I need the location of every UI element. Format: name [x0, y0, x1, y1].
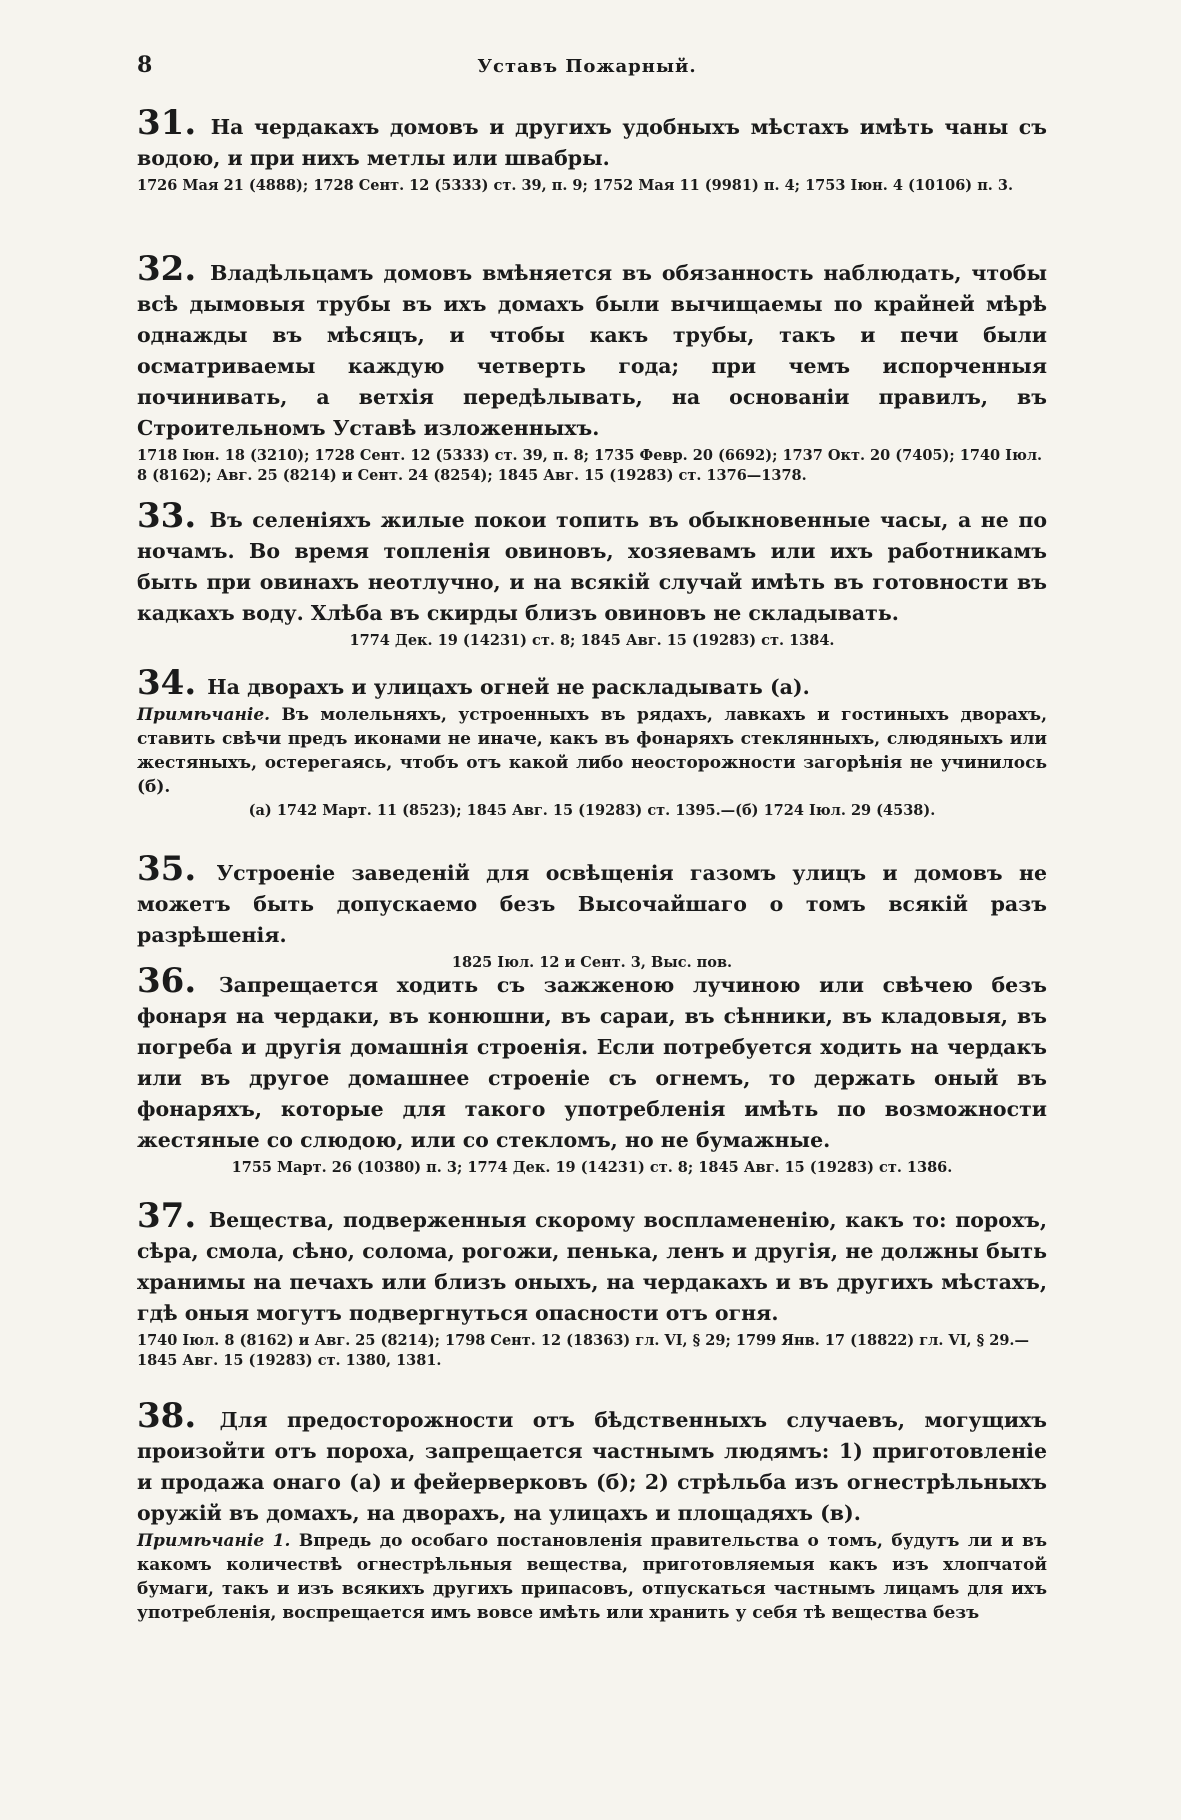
- article-text: На чердакахъ домовъ и другихъ удобныхъ мѣстахъ имѣть чаны съ водою, и при нихъ метлы или швабры.: [137, 115, 1048, 170]
- article-number: 37.: [137, 1196, 197, 1236]
- article-body: [137, 1196, 1048, 1329]
- article-text: Для предосторожности отъ бѣдственныхъ случаевъ, могущихъ произойти отъ пороха, запрещается частнымъ людямъ: 1) приготовленіе и продажа онаго (а) и фейерверковъ (б); 2) стрѣльба изъ огнестрѣльныхъ оружій въ домахъ, на дворахъ, на улицахъ и площадяхъ (в).: [137, 1408, 1048, 1525]
- article-citation: 1740 Іюл. 8 (8162) и Авг. 25 (8214); 1798 Сент. 12 (18363) гл. VI, § 29; 1799 Янв. 17 (18822) гл. VI, § 29.—1845 Авг. 15 (19283) ст. 1380, 1381.: [137, 1332, 1029, 1369]
- article-number: 38.: [137, 1396, 197, 1436]
- article-text: Въ селеніяхъ жилые покои топить въ обыкновенные часы, а не по ночамъ. Во время топленія овиновъ, хозяевамъ или ихъ работникамъ быть при овинахъ неотлучно, и на всякій случай имѣть въ готовности въ кадкахъ воду. Хлѣба въ скирды близъ овиновъ не складывать.: [137, 508, 1047, 625]
- running-title: Уставъ Пожарный.: [477, 56, 697, 77]
- article-34: [137, 663, 1047, 821]
- note-label: Примѣчаніе 1.: [137, 1531, 291, 1551]
- page-number: 8: [137, 52, 153, 78]
- article-text: Запрещается ходить съ зажженою лучиною или свѣчею безъ фонаря на чердаки, въ конюшни, въ сараи, въ сѣнники, въ кладовыя, въ погреба и другія домашнія строенія. Если потребуется ходить на чердакъ или въ другое домашнее строеніе съ огнемъ, то держать оный въ фонаряхъ, которые для такого употребленія имѣть по возможности жестяные со слюдою, или со стекломъ, но не бумажные.: [137, 973, 1048, 1152]
- page-header: [137, 52, 1037, 82]
- article-text: На дворахъ и улицахъ огней не раскладывать (а).: [207, 675, 810, 699]
- article-number: 31.: [137, 103, 197, 143]
- article-number: 35.: [137, 849, 197, 889]
- article-body: [137, 103, 1048, 174]
- article-32: [137, 249, 1047, 486]
- article-citation: 1774 Дек. 19 (14231) ст. 8; 1845 Авг. 15 (19283) ст. 1384.: [349, 632, 835, 649]
- article-text: Вещества, подверженныя скорому воспламененію, какъ то: порохъ, сѣра, смола, сѣно, солома, рогожи, пенька, ленъ и другія, не должны быть хранимы на печахъ или близъ оныхъ, на чердакахъ и въ другихъ мѣстахъ, гдѣ оныя могутъ подвергнуться опасности отъ огня.: [137, 1208, 1048, 1325]
- article-number: 36.: [137, 961, 197, 1001]
- note-text: Впредь до особаго постановленія правительства о томъ, будутъ ли и въ какомъ количествѣ огнестрѣльныя вещества, приготовляемыя какъ изъ хлопчатой бумаги, такъ и изъ всякихъ другихъ припасовъ, отпускаться частнымъ лицамъ для ихъ употребленія, воспрещается имъ вовсе имѣть или хранить у себя тѣ вещества безъ: [137, 1531, 1047, 1623]
- article-citation: 1718 Іюн. 18 (3210); 1728 Сент. 12 (5333) ст. 39, п. 8; 1735 Февр. 20 (6692); 1737 Окт. 20 (7405); 1740 Іюл. 8 (8162); Авг. 25 (8214) и Сент. 24 (8254); 1845 Авг. 15 (19283) ст. 1376—1378.: [137, 447, 1043, 484]
- article-31: [137, 103, 1048, 196]
- article-body: [137, 249, 1047, 444]
- article-38: [137, 1396, 1048, 1625]
- article-citation: (а) 1742 Март. 11 (8523); 1845 Авг. 15 (19283) ст. 1395.—(б) 1724 Іюл. 29 (4538).: [248, 802, 936, 819]
- article-body: [137, 496, 1047, 629]
- article-33: [137, 496, 1047, 651]
- article-37: [137, 1196, 1048, 1371]
- note-text: Въ молельняхъ, устроенныхъ въ рядахъ, лавкахъ и гостиныхъ дворахъ, ставить свѣчи предъ иконами не иначе, какъ въ фонаряхъ стеклянныхъ, слюдяныхъ или жестяныхъ, остерегаясь, чтобъ отъ какой либо неосторожности загорѣнія не учинилось (б).: [137, 705, 1047, 797]
- article-35: [137, 849, 1048, 973]
- article-body: [137, 849, 1048, 951]
- article-citation: 1726 Мая 21 (4888); 1728 Сент. 12 (5333) ст. 39, п. 9; 1752 Мая 11 (9981) п. 4; 1753 Іюн. 4 (10106) п. 3.: [137, 177, 1014, 194]
- article-citation: 1755 Март. 26 (10380) п. 3; 1774 Дек. 19 (14231) ст. 8; 1845 Авг. 15 (19283) ст. 1386.: [231, 1159, 953, 1176]
- article-number: 33.: [137, 496, 197, 536]
- article-citation: 1825 Іюл. 12 и Сент. 3, Выс. пов.: [451, 954, 733, 971]
- article-text: Устроеніе заведеній для освѣщенія газомъ улицъ и домовъ не можетъ быть допускаемо безъ Высочайшаго о томъ всякій разъ разрѣшенія.: [137, 861, 1048, 947]
- article-number: 32.: [137, 249, 197, 289]
- article-body: [137, 1396, 1048, 1529]
- article-number: 34.: [137, 663, 197, 703]
- note-label: Примѣчаніе.: [137, 705, 271, 725]
- article-note: [137, 703, 1047, 799]
- article-text: Владѣльцамъ домовъ вмѣняется въ обязанность наблюдать, чтобы всѣ дымовыя трубы въ ихъ домахъ были вычищаемы по крайней мѣрѣ однажды въ мѣсяцъ, и чтобы какъ трубы, такъ и печи были осматриваемы каждую четверть года; при чемъ испорченныя починивать, а ветхія передѣлывать, на основаніи правилъ, въ Строительномъ Уставѣ изложенныхъ.: [137, 261, 1047, 440]
- article-body: [137, 663, 1047, 703]
- article-note: [137, 1529, 1047, 1625]
